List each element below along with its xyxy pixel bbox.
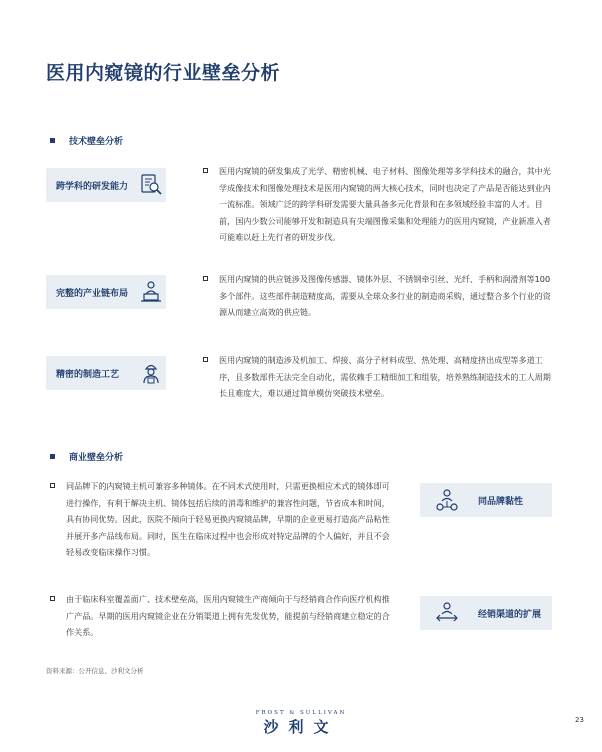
tech-paragraph-2 [203, 271, 555, 321]
biz-section-heading [50, 450, 123, 463]
paragraph-text: 医用内窥镜的研发集成了光学、精密机械、电子材料、图像处理等多学科技术的融合，其中光学成像技术和图像处理技术是医用内窥镜的两大核心技术，同时也决定了产品是否能达到业内一流标准。领域广泛的跨学科研发需要大量具备多元化背景和在多领域经验丰富的人才。目前，国内少数公司能够开发和制造具有尖端图像采集和处理能力的医用内窥镜，产业新准入者可能难以赶上先行者的研发步伐。 [219, 166, 551, 242]
biz-paragraph-1 [50, 478, 392, 561]
tag-distribution-channel [420, 596, 552, 630]
tech-section-heading [50, 134, 123, 147]
manufacturing-worker-icon [138, 360, 164, 386]
tag-label: 完整的产业链布局 [56, 288, 129, 299]
tech-section-title: 技术壁垒分析 [69, 137, 124, 147]
brand-stickiness-icon [434, 487, 460, 513]
source-note: 资料来源：公开信息、沙利文分析 [46, 667, 144, 675]
tech-paragraph-3 [203, 352, 555, 402]
paragraph-text: 医用内窥镜的供应链涉及图像传感器、镜体外层、不锈钢牵引丝、光纤、手柄和润滑剂等100 多个部件。这些部件制造精度高，需要从全球众多行业的制造商采购，通过整合多个行业的资源从而建立高效的供应链。 [219, 274, 551, 317]
tag-label: 跨学科的研发能力 [56, 181, 129, 192]
paragraph-text: 由于临床科室覆盖面广、技术壁垒高，医用内窥镜生产商倾向于与经销商合作向医疗机构推广产品。早期的医用内窥镜企业在分销渠道上拥有先发优势，能提前与经销商建立稳定的合作关系。 [66, 594, 390, 637]
tag-manufacturing [46, 356, 166, 390]
square-bullet-icon [203, 168, 208, 173]
page-number: 23 [575, 716, 584, 724]
logo-chinese: 沙利文 [263, 718, 339, 736]
tag-industry-chain [46, 275, 166, 309]
tag-label: 经销渠道的扩展 [478, 609, 542, 620]
tag-label: 同品牌黏性 [478, 496, 524, 507]
distribution-channel-icon [434, 600, 460, 626]
page-title: 医用内窥镜的行业壁垒分析 [46, 62, 281, 84]
section-bullet [50, 138, 55, 143]
square-bullet-icon [203, 276, 208, 281]
paragraph-text: 医用内窥镜的制造涉及机加工、焊接、高分子材料成型、热处理、高精度挤出成型等多道工序，且多数部件无法完全自动化，需依赖手工精细加工和组装，培养熟练制造技术的工人周期长且难度大，难以通过简单模仿突破技术壁垒。 [219, 355, 551, 398]
paragraph-text: 同品牌下的内窥镜主机可兼容多种镜体。在不同术式使用时，只需更换相应术式的镜体即可进行操作，有利于解决主机、镜体包括后续的消毒和维护的兼容性问题，节省成本和时间，具有协同优势。因此，医院不倾向于轻易更换内窥镜品牌，早期的企业更易打造高产品粘性并展开多产品线布局。同时，医生在临床过程中也会形成对特定品牌的个人偏好，并且不会轻易改变临床操作习惯。 [66, 481, 390, 557]
square-bullet-icon [203, 357, 208, 362]
tag-label: 精密的制造工艺 [56, 369, 120, 380]
logo-wordmark: FROST & SULLIVAN [255, 710, 347, 716]
biz-section-title: 商业壁垒分析 [69, 453, 124, 463]
tag-cross-discipline [46, 168, 166, 202]
biz-paragraph-2 [50, 591, 392, 641]
square-bullet-icon [50, 483, 55, 488]
industry-chain-icon [138, 279, 164, 305]
tech-paragraph-1 [203, 163, 555, 246]
section-bullet [50, 454, 55, 459]
square-bullet-icon [50, 596, 55, 601]
research-analysis-icon [138, 172, 164, 198]
tag-brand-stickiness [420, 483, 552, 517]
